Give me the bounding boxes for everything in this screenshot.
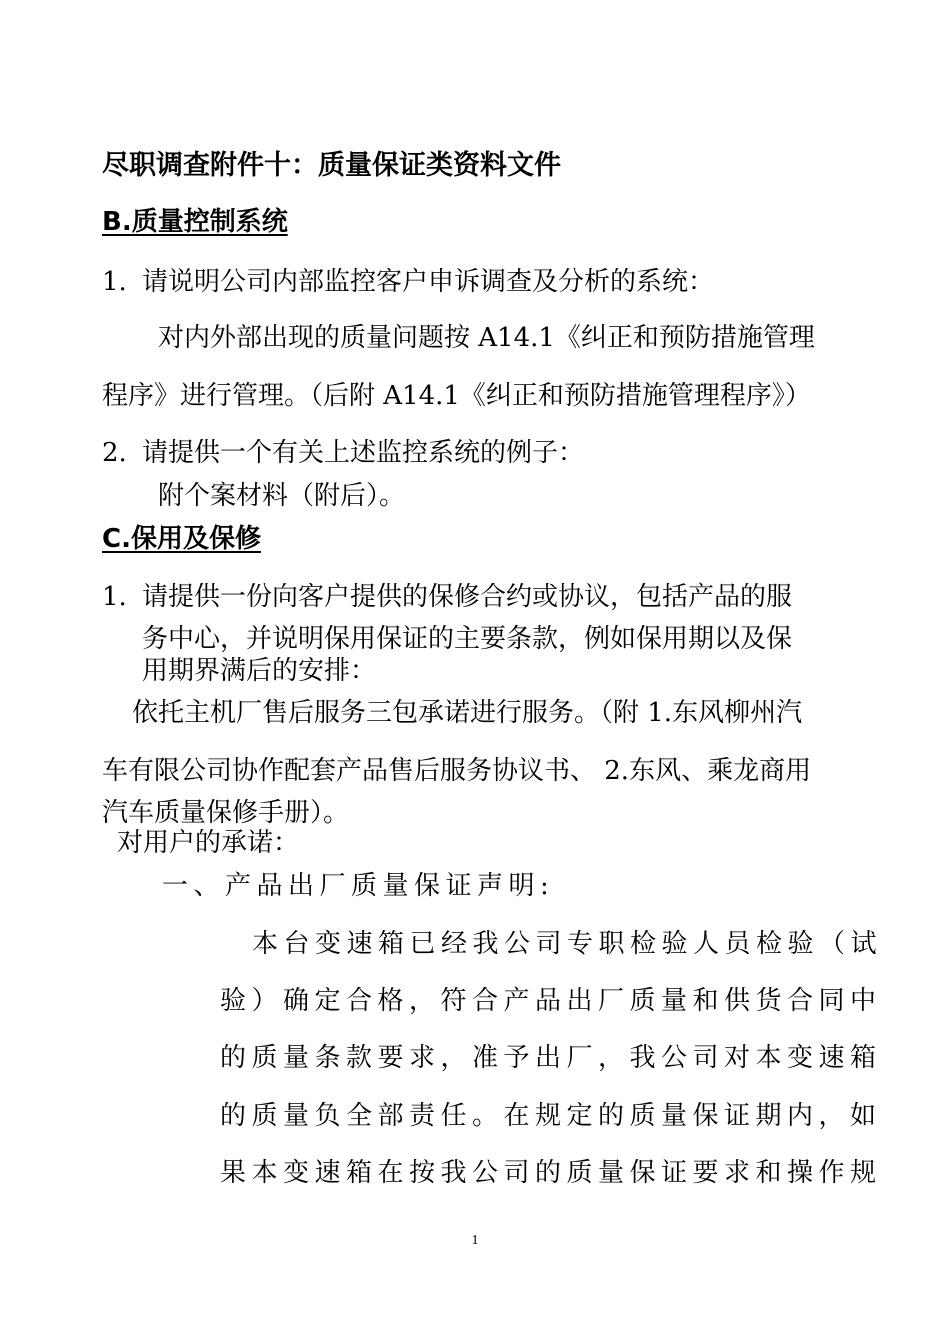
- section-c-q1-line: 用期界满后的安排：: [142, 656, 377, 686]
- quality-statement-heading: 一、产品出厂质量保证声明:: [162, 871, 555, 901]
- section-c-a1-line: 车有限公司协作配套产品售后服务协议书、 2.东风、乘龙商用: [102, 756, 812, 786]
- section-c-q1-line: 务中心，并说明保用保证的主要条款，例如保用期以及保: [142, 624, 793, 654]
- page-number: 1: [471, 1233, 479, 1248]
- section-b-q1-text: 请说明公司内部监控客户申诉调查及分析的系统：: [142, 267, 715, 297]
- quality-statement-line: 验）确定合格，符合产品出厂质量和供货合同中: [220, 986, 882, 1016]
- section-b-q2-text: 请提供一个有关上述监控系统的例子：: [142, 438, 585, 468]
- section-b-q2-number: 2.: [102, 438, 127, 468]
- section-b-a1-line: 对内外部出现的质量问题按 A14.1《纠正和预防措施管理: [158, 323, 815, 353]
- quality-statement-line: 果本变速箱在按我公司的质量保证要求和操作规: [220, 1158, 882, 1188]
- section-b-heading: B.质量控制系统: [102, 207, 288, 237]
- section-c-q1-line: 请提供一份向客户提供的保修合约或协议，包括产品的服: [142, 582, 793, 612]
- quality-statement-line: 的质量负全部责任。在规定的质量保证期内，如: [220, 1101, 882, 1131]
- section-b-a2: 附个案材料（附后）。: [158, 481, 406, 511]
- commitment-label: 对用户的承诺：: [117, 828, 300, 858]
- document-title: 尽职调查附件十：质量保证类资料文件: [102, 150, 561, 181]
- quality-statement-line: 的质量条款要求，准予出厂，我公司对本变速箱: [220, 1043, 882, 1073]
- section-c-a1-line: 依托主机厂售后服务三包承诺进行服务。（附 1.东风柳州汽: [132, 698, 803, 728]
- section-c-a1-line: 汽车质量保修手册）。: [102, 798, 350, 828]
- section-c-heading: C.保用及保修: [102, 524, 261, 554]
- section-b-a1-line: 程序》进行管理。（后附 A14.1《纠正和预防措施管理程序》）: [102, 381, 811, 411]
- quality-statement-line: 本台变速箱已经我公司专职检验人员检验（试: [252, 929, 883, 959]
- section-b-q1-number: 1.: [102, 267, 127, 297]
- section-c-q1-number: 1.: [102, 582, 127, 612]
